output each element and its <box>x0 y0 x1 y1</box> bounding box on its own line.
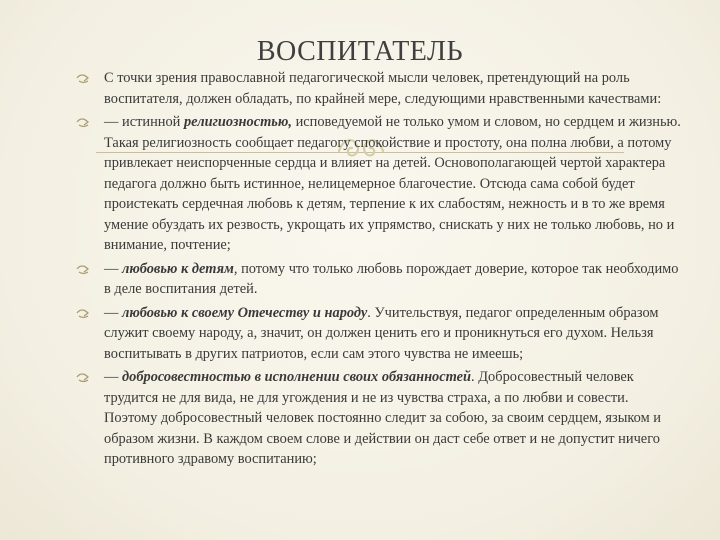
bullet-prefix: — <box>104 260 122 277</box>
bullet-rest: исповедуемой не только умом и словом, но сердцем и жизнью. Такая религиозность сообщает педагогу спокойствие и простоту, она полна любви, а потому привлекает неиспорченные сердца и влияет на детей. Основополагающей чертой характера педагога должно быть истинное, нелицемерное благочестие. Отсюда сама собой будет проистекать сердечная любовь к детям, терпение к их слабостям, нежность и в то же время умение обуздать их резвость, укрощать их упрямство, снискать у них не только любовь, но и внимание, почтение; <box>104 114 681 253</box>
bullet-rest: , потому что только любовь порождает доверие, которое так необходимо в деле воспитания детей. <box>104 260 679 297</box>
bullet-item-3 <box>84 259 684 300</box>
bullet-list <box>84 68 684 473</box>
bullet-item-4 <box>84 303 684 365</box>
bullet-arrow-icon <box>76 71 90 85</box>
bullet-rest: . Добросовестный человек трудится не для вида, не для угождения и не из чувства страха, а по любви и совести. Поэтому добросовестный человек постоянно следит за собою, за своим сердцем, языком и образом жизни. В каждом своем слове и действии он даст себе ответ и не допустит ничего противного здравому воспитанию; <box>104 369 661 467</box>
bullet-item-5 <box>84 367 684 470</box>
slide-title: ВОСПИТАТЕЛЬ <box>256 36 464 67</box>
bullet-arrow-icon <box>76 370 90 384</box>
bullet-arrow-icon <box>76 262 90 276</box>
bullet-text: С точки зрения православной педагогической мысли человек, претендующий на роль воспитателя, должен обладать, по крайней мере, следующими нравственными качествами: <box>104 70 662 107</box>
bullet-emphasis: любовью к своему Отечеству и народу <box>122 304 368 321</box>
bullet-item-1 <box>84 68 684 109</box>
bullet-emphasis: добросовестностью в исполнении своих обязанностей <box>122 369 472 385</box>
bullet-arrow-icon <box>76 115 90 129</box>
bullet-arrow-icon <box>76 306 90 320</box>
bullet-prefix: — истинной <box>104 114 184 130</box>
bullet-emphasis: любовью к детям <box>122 260 234 277</box>
bullet-prefix: — <box>104 304 122 321</box>
bullet-prefix: — <box>104 369 122 385</box>
bullet-item-2 <box>84 112 684 256</box>
bullet-rest: . Учительствуя, педагог определенным образом служит своему народу, а, значит, он должен ценить его и проникнуться его духом. Нельзя воспитывать в других патриотов, если сам этого чувства не имеешь; <box>104 304 659 362</box>
bullet-emphasis: религиозностью, <box>183 114 292 130</box>
